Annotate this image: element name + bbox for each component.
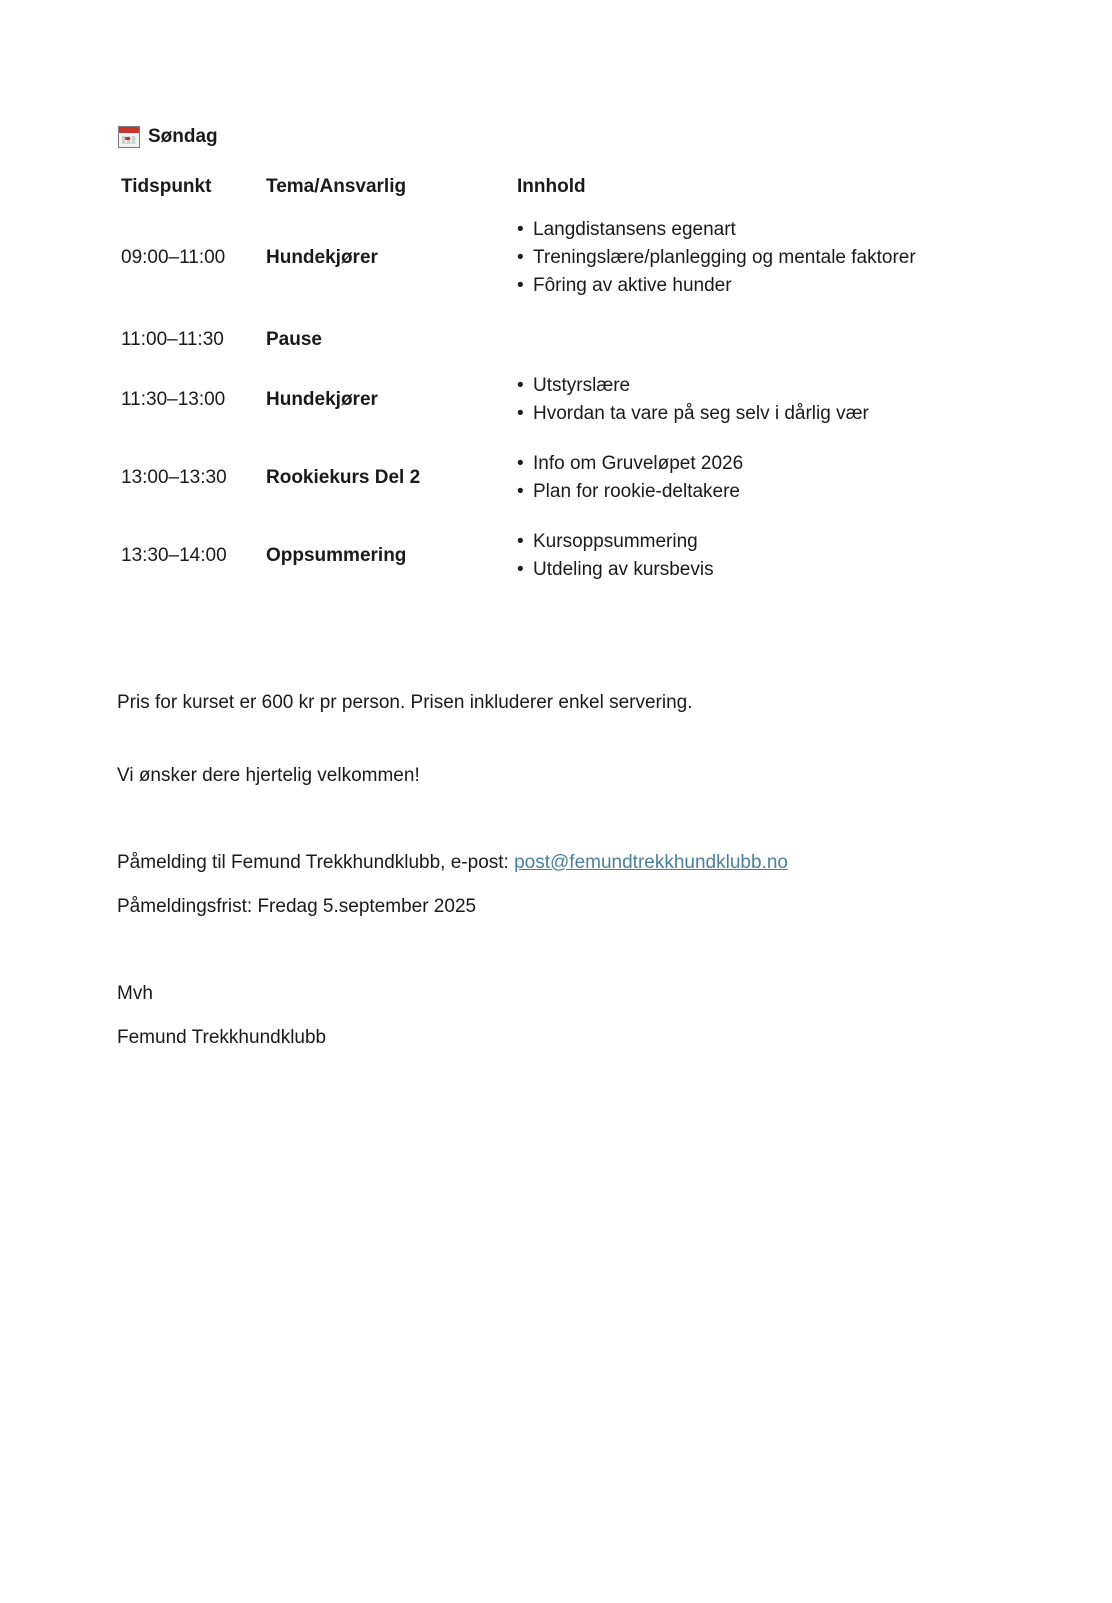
deadline-text: Påmeldingsfrist: Fredag 5.september 2025 — [117, 896, 477, 917]
list-item: • Plan for rookie-deltakere — [517, 478, 743, 506]
row-time: 09:00–11:00 — [121, 247, 226, 268]
row-content-list — [517, 450, 743, 506]
signature-text: Femund Trekkhundklubb — [117, 1027, 327, 1048]
list-item: • Fôring av aktive hunder — [517, 272, 916, 300]
table-row — [0, 450, 1112, 506]
row-topic: Rookiekurs Del 2 — [266, 467, 421, 488]
table-row — [0, 528, 1112, 584]
table-row — [0, 326, 1112, 354]
list-item: • Info om Gruveløpet 2026 — [517, 450, 743, 478]
row-time: 13:00–13:30 — [121, 467, 227, 488]
row-content-list — [517, 216, 916, 300]
header-topic: Tema/Ansvarlig — [266, 176, 407, 197]
row-topic: Oppsummering — [266, 545, 407, 566]
row-time: 11:30–13:00 — [121, 389, 226, 410]
list-item: • Utdeling av kursbevis — [517, 556, 714, 584]
row-topic: Pause — [266, 329, 322, 350]
row-topic: Hundekjører — [266, 389, 378, 410]
table-row — [0, 216, 1112, 300]
welcome-text: Vi ønsker dere hjertelig velkommen! — [117, 765, 420, 786]
closing-text: Mvh — [117, 983, 153, 1004]
list-item: • Utstyrslære — [517, 372, 869, 400]
row-content-list — [517, 528, 714, 584]
email-link[interactable]: post@femundtrekkhundklubb.no — [514, 852, 788, 873]
day-heading — [118, 124, 218, 150]
table-header — [0, 174, 1112, 200]
table-row — [0, 372, 1112, 428]
row-topic: Hundekjører — [266, 247, 378, 268]
header-content: Innhold — [517, 176, 586, 197]
list-item: • Treningslære/planlegging og mentale faktorer — [517, 244, 916, 272]
price-text: Pris for kurset er 600 kr pr person. Prisen inkluderer enkel servering. — [117, 692, 693, 713]
signup-prefix: Påmelding til Femund Trekkhundklubb, e-post: — [117, 852, 515, 873]
header-time: Tidspunkt — [121, 176, 212, 197]
row-content-list — [517, 372, 869, 428]
row-time: 13:30–14:00 — [121, 545, 227, 566]
list-item: • Kursoppsummering — [517, 528, 714, 556]
signup-text — [117, 850, 788, 876]
list-item: • Langdistansens egenart — [517, 216, 916, 244]
calendar-icon — [118, 126, 140, 148]
day-title: Søndag — [148, 126, 218, 147]
list-item: • Hvordan ta vare på seg selv i dårlig vær — [517, 400, 869, 428]
row-time: 11:00–11:30 — [121, 329, 224, 350]
